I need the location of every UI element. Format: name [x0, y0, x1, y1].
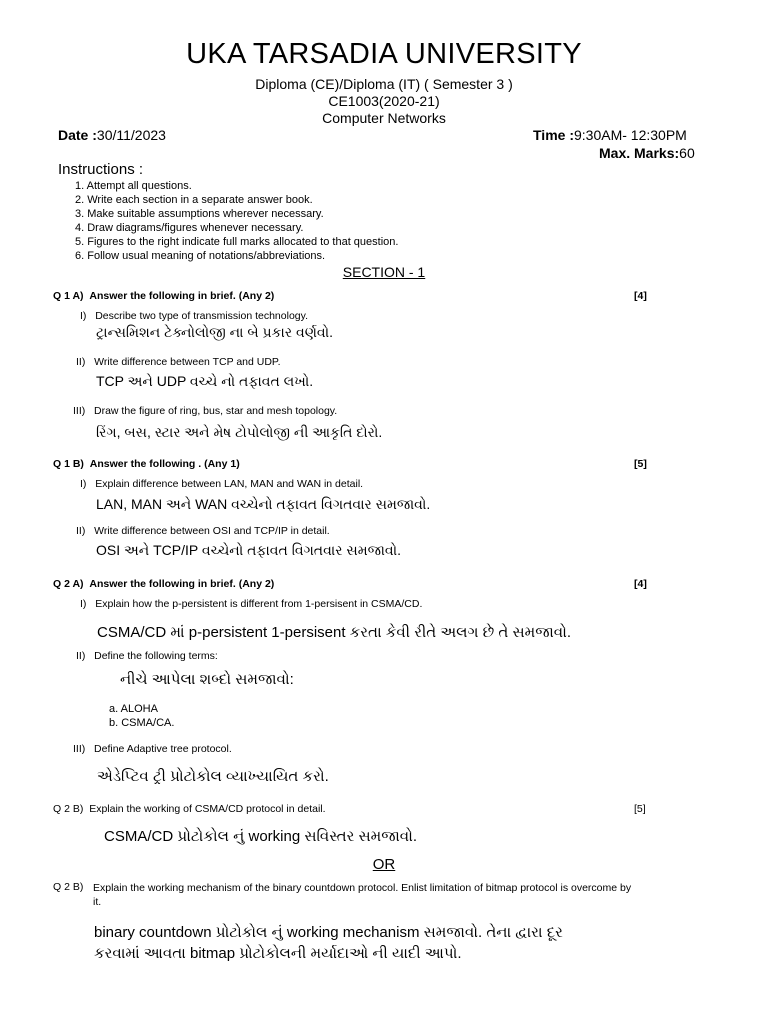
subquestion-gujarati: ટ્રાન્સમિશન ટેક્નોલોજી ના બે પ્રકાર વર્ણવો. — [96, 324, 334, 340]
instruction-item: 4. Draw diagrams/figures whenever necessary. — [75, 222, 304, 234]
question-text: Answer the following . (Any 1) — [89, 458, 240, 470]
subject-name: Computer Networks — [322, 110, 446, 126]
instructions-heading: Instructions : — [58, 161, 144, 178]
subquestion — [80, 598, 422, 610]
question-header — [53, 290, 274, 302]
section-title: SECTION - 1 — [342, 264, 426, 280]
question-gujarati-line: binary countdown પ્રોટોકોલ નું working mechanism સમજાવો. તેના દ્વારા દૂર — [94, 924, 563, 941]
subquestion-gujarati: OSI અને TCP/IP વચ્ચેનો તફાવત વિગતવાર સમજાવો. — [96, 542, 402, 558]
question-marks: [5] — [634, 803, 646, 815]
term-item: b. CSMA/CA. — [109, 717, 175, 729]
subquestion-number: II) — [76, 650, 86, 662]
subquestion — [80, 310, 308, 322]
question-header — [53, 803, 326, 815]
subquestion — [73, 743, 232, 755]
time-value: 9:30AM- 12:30PM — [573, 127, 687, 143]
subquestion-english: Draw the figure of ring, bus, star and mesh topology. — [94, 405, 338, 417]
subquestion — [76, 525, 330, 537]
subquestion-english: Define the following terms: — [94, 650, 218, 662]
question-number: Q 2 A) — [53, 578, 84, 590]
question-text: Explain the working mechanism of the binary countdown protocol. Enlist limitation of bitmap protocol is overcome by it. — [93, 882, 632, 908]
subquestion — [76, 650, 218, 662]
term-item: a. ALOHA — [109, 703, 158, 715]
subquestion-english: Define Adaptive tree protocol. — [94, 743, 232, 755]
question-text: Explain the working of CSMA/CD protocol in detail. — [89, 803, 326, 815]
subquestion-english: Explain difference between LAN, MAN and WAN in detail. — [95, 478, 364, 490]
subquestion — [80, 478, 363, 490]
date-value: 30/11/2023 — [96, 127, 166, 143]
marks-label: Max. Marks: — [599, 145, 680, 161]
max-marks — [599, 145, 695, 161]
exam-date — [58, 127, 166, 143]
question-number: Q 1 B) — [53, 458, 84, 470]
question-gujarati-line: કરવામાં આવતા bitmap પ્રોટોકોલની મર્યાદાઓ ની યાદી આપો. — [94, 945, 462, 962]
question-header — [53, 458, 240, 470]
question-marks: [4] — [634, 578, 647, 590]
subquestion-gujarati: CSMA/CD માં p-persistent 1-persisent કરતા કેવી રીતે અલગ છે તે સમજાવો. — [97, 624, 572, 641]
subquestion-english: Explain how the p-persistent is different from 1-persisent in CSMA/CD. — [95, 598, 423, 610]
subquestion-english: Write difference between OSI and TCP/IP in detail. — [94, 525, 330, 537]
question-marks: [4] — [634, 290, 647, 302]
instruction-item: 5. Figures to the right indicate full marks allocated to that question. — [75, 236, 399, 248]
subquestion-number: III) — [73, 405, 86, 417]
instructions-list — [75, 179, 398, 263]
question-text: Answer the following in brief. (Any 2) — [89, 578, 275, 590]
subquestion-number: II) — [76, 356, 86, 368]
question-number: Q 2 B) — [53, 803, 84, 815]
question-text: Answer the following in brief. (Any 2) — [89, 290, 275, 302]
subquestion-number: I) — [80, 310, 87, 322]
subquestion — [73, 405, 337, 417]
date-label: Date : — [58, 127, 97, 143]
instruction-item: 2. Write each section in a separate answer book. — [75, 194, 313, 206]
question-marks: [5] — [634, 458, 647, 470]
subquestion-gujarati: રિંગ, બસ, સ્ટાર અને મેષ ટોપોલોજી ની આકૃતિ દોરો. — [96, 424, 383, 440]
subquestion — [76, 356, 281, 368]
marks-value: 60 — [679, 145, 695, 161]
subquestion-gujarati: એડેપ્ટિવ ટ્રી પ્રોટોકોલ વ્યાખ્યાયિત કરો. — [97, 768, 329, 785]
question-header — [53, 578, 274, 590]
exam-time — [533, 127, 687, 143]
program-line: Diploma (CE)/Diploma (IT) ( Semester 3 ) — [255, 76, 513, 92]
subquestion-number: II) — [76, 525, 86, 537]
question-gujarati: CSMA/CD પ્રોટોકોલ નું working સવિસ્તર સમજાવો. — [104, 828, 418, 845]
instruction-item: 3. Make suitable assumptions wherever necessary. — [75, 208, 324, 220]
subquestion-gujarati: નીચે આપેલા શબ્દો સમજાવો: — [120, 671, 294, 688]
subquestion-number: I) — [80, 598, 87, 610]
subquestion-number: I) — [80, 478, 87, 490]
question-number: Q 2 B) — [53, 881, 84, 893]
subquestion-english: Describe two type of transmission technology. — [95, 310, 309, 322]
instruction-item: 6. Follow usual meaning of notations/abbreviations. — [75, 250, 326, 262]
question-number: Q 1 A) — [53, 290, 84, 302]
instruction-item: 1. Attempt all questions. — [75, 180, 192, 192]
subquestion-number: III) — [73, 743, 86, 755]
time-label: Time : — [533, 127, 574, 143]
or-separator: OR — [372, 856, 396, 873]
subquestion-gujarati: TCP અને UDP વચ્ચે નો તફાવત લખો. — [96, 373, 314, 389]
subquestion-gujarati: LAN, MAN અને WAN વચ્ચેનો તફાવત વિગતવાર સમજાવો. — [96, 496, 431, 512]
course-code: CE1003(2020-21) — [328, 93, 440, 109]
subquestion-english: Write difference between TCP and UDP. — [94, 356, 281, 368]
university-title: UKA TARSADIA UNIVERSITY — [186, 38, 582, 70]
term-list — [109, 702, 174, 730]
